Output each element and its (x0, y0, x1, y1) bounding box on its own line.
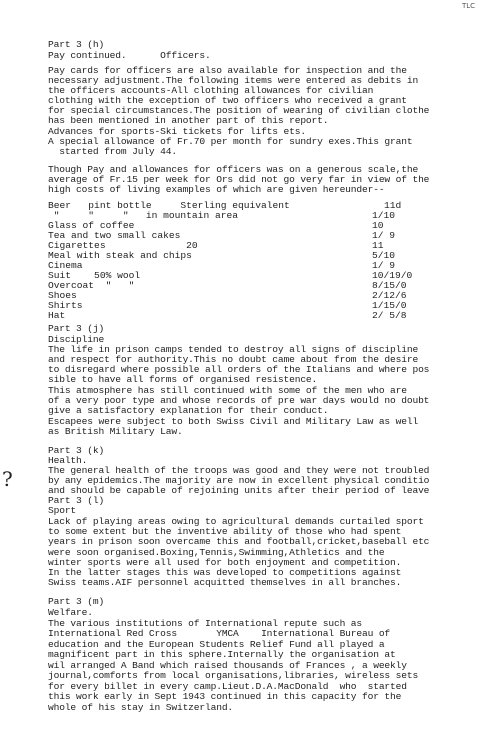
price-item: Shirts (48, 300, 83, 311)
price-value: 1/ 9 (372, 230, 396, 241)
text-line: Advances for sports-Ski tickets for lifts ets. (48, 126, 306, 137)
text-line: as British Military Law. (48, 426, 183, 437)
price-value: 1/15/0 (372, 300, 407, 311)
text-line: years in prison soon overcame this and football,cricket,baseball etc (48, 536, 430, 547)
price-value: 1/ 9 (372, 260, 396, 271)
price-value: 11d (384, 200, 402, 211)
price-item: Meal with steak and chips (48, 250, 192, 261)
text-line: of a very poor type and whose records of pre war days would no doubt (48, 395, 430, 406)
section-subheading-m: Welfare. (48, 607, 93, 618)
text-line: Escapees were subject to both Swiss Civil and Military Law as well (48, 416, 419, 427)
text-line: this work early in Sept 1943 continued in this capacity for the (48, 691, 402, 702)
section-heading-h: Part 3 (h) (48, 39, 105, 50)
text-line: for every billet in every camp.Lieut.D.A.MacDonald who started (48, 681, 407, 692)
text-line: and respect for authority.This no doubt came about from the desire (48, 354, 419, 365)
price-item: Shoes (48, 290, 77, 301)
section-heading-l: Part 3 (l) (48, 495, 105, 506)
price-value: 8/15/0 (372, 280, 407, 291)
price-item: Hat (48, 310, 66, 321)
text-line: necessary adjustment.The following items were entered as debits in (48, 75, 419, 86)
text-line: to some extent but the inventive ability of those who had spent (48, 526, 402, 537)
price-item: " " " in mountain area (48, 210, 238, 221)
price-value: 10/19/0 (372, 270, 413, 281)
text-line: International Red Cross YMCA International Bureau of (48, 628, 391, 639)
price-item: Suit 50% wool (48, 270, 141, 281)
text-line: wil arranged A Band which raised thousands of Frances , a weekly (48, 660, 407, 671)
text-line: The general health of the troops was good and they were not troubled (48, 465, 430, 476)
text-line: magnificent part in this sphere.Internally the organisation at (48, 649, 396, 660)
text-line: Lack of playing areas owing to agricultural demands curtailed sport (48, 516, 424, 527)
section-heading-j: Part 3 (j) (48, 323, 105, 334)
text-line: give a satisfactory explanation for their conduct. (48, 405, 329, 416)
corner-note: TLC (462, 2, 476, 10)
section-heading-k: Part 3 (k) (48, 445, 105, 456)
price-value: 10 (372, 220, 384, 231)
price-value: 1/10 (372, 210, 396, 221)
text-line: education and the European Students Relief Fund all played a (48, 639, 385, 650)
section-subheading-h: Pay continued. Officers. (48, 50, 211, 61)
price-value: 2/12/6 (372, 290, 407, 301)
text-line: A special allowance of Fr.70 per month for sundry exes.This grant (48, 136, 413, 147)
text-line: by any epidemics.The majority are now in excellent physical conditio (48, 475, 430, 486)
text-line: high costs of living examples of which are given hereunder-- (48, 184, 385, 195)
section-heading-m: Part 3 (m) (48, 596, 105, 607)
price-value: 11 (372, 240, 384, 251)
text-line: sible to have all forms of organised resistence. (48, 374, 318, 385)
text-line: clothing with the exception of two officers who received a grant (48, 95, 407, 106)
section-subheading-k: Health. (48, 455, 88, 466)
section-subheading-l: Sport (48, 505, 77, 516)
price-value: 2/ 5/8 (372, 310, 407, 321)
text-line: The life in prison camps tended to destroy all signs of discipline (48, 344, 419, 355)
text-line: started from July 44. (48, 146, 177, 157)
text-line: average of Fr.15 per week for Ors did not go very far in view of the (48, 174, 430, 185)
price-item: Tea and two small cakes (48, 230, 181, 241)
price-value: 5/10 (372, 250, 396, 261)
price-item: Overcoat " " (48, 280, 135, 291)
text-line: the officers accounts-All clothing allowances for civilian (48, 85, 374, 96)
text-line: for special circumstances.The position of wearing of civilian clothe (48, 105, 430, 116)
price-item: Cigarettes 20 (48, 240, 198, 251)
text-line: This atmosphere has still continued with some of the men who are (48, 385, 407, 396)
text-line: has been mentioned in another part of this report. (48, 115, 329, 126)
text-line: Swiss teams.AIF personnel acquitted themselves in all branches. (48, 577, 402, 588)
price-item: Beer pint bottle Sterling equivalent (48, 200, 290, 211)
text-line: were soon organised.Boxing,Tennis,Swimming,Athletics and the (48, 547, 385, 558)
text-line: In the latter stages this was developed to competitions against (48, 567, 402, 578)
text-line: Though Pay and allowances for officers was on a generous scale,the (48, 164, 419, 175)
price-item: Glass of coffee (48, 220, 135, 231)
section-subheading-j: Discipline (48, 334, 105, 345)
text-line: The various institutions of International repute such as (48, 618, 363, 629)
text-line: journal,comforts from local organisations,libraries, wireless sets (48, 670, 419, 681)
price-row (0, 301, 500, 311)
text-line: and should be capable of rejoining units after their period of leave (48, 485, 430, 496)
text-line: to disregard where possible all orders of the Italians and where pos (48, 364, 430, 375)
price-row (0, 311, 500, 321)
text-line: Pay cards for officers are also available for inspection and the (48, 65, 407, 76)
text-line: whole of his stay in Switzerland. (48, 702, 234, 713)
price-item: Cinema (48, 260, 83, 271)
margin-question-mark: ? (2, 467, 13, 491)
text-line: winter sports were all used for both enjoyment and competition. (48, 557, 402, 568)
